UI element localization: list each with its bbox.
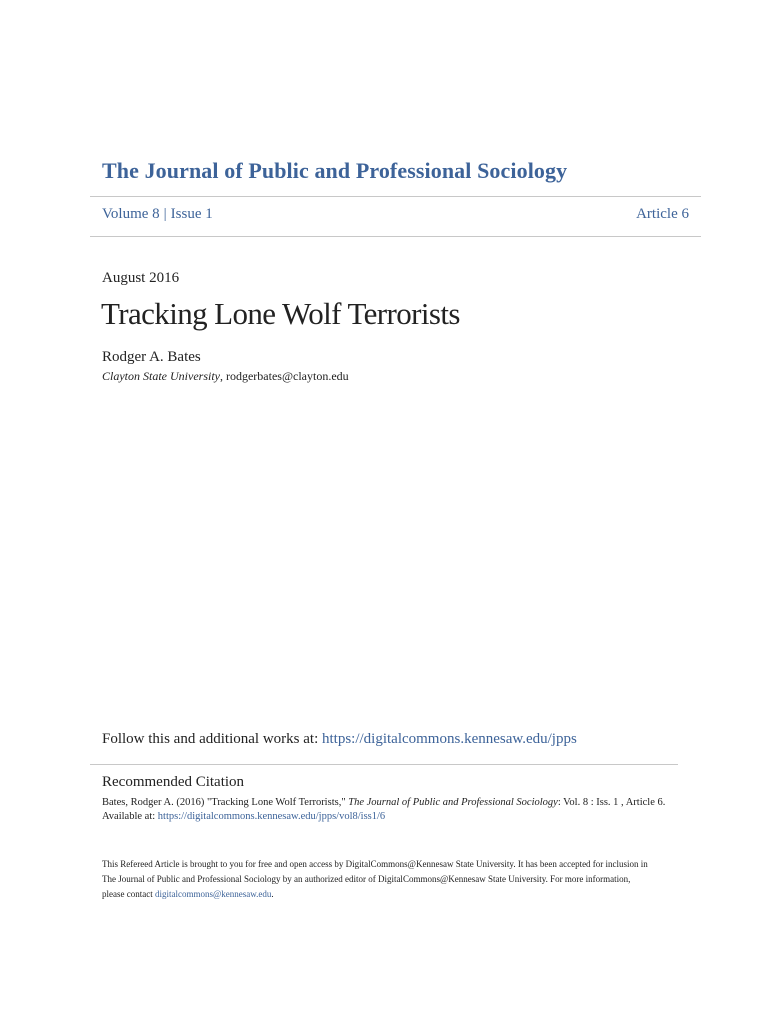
citation-prefix: Bates, Rodger A. (2016) "Tracking Lone Wolf Terrorists,": [102, 797, 349, 808]
volume-link[interactable]: Volume 8: [102, 206, 160, 222]
citation-availability: [102, 810, 665, 824]
follow-line: [102, 731, 577, 748]
citation-line: [102, 796, 665, 810]
access-notice-line-1: This Refereed Article is brought to you for free and open access by DigitalCommons@Kennesaw State University. It has been accepted for inclusion in: [102, 859, 648, 869]
header-divider-bottom: [90, 236, 701, 237]
journal-title[interactable]: The Journal of Public and Professional Sociology: [102, 158, 568, 183]
article-url-link[interactable]: https://digitalcommons.kennesaw.edu/jpps/vol8/iss1/6: [157, 811, 386, 822]
repository-link[interactable]: https://digitalcommons.kennesaw.edu/jpps: [321, 731, 577, 747]
author-institution: Clayton State University: [102, 369, 220, 383]
volume-issue-separator: |: [163, 206, 167, 222]
access-notice-line-2: The Journal of Public and Professional Sociology by an authorized editor of DigitalCommons@Kennesaw State University. For more information,: [102, 874, 631, 884]
recommended-citation-heading: Recommended Citation: [102, 774, 245, 790]
contact-prefix: please contact: [102, 889, 155, 899]
issue-link[interactable]: Issue 1: [170, 206, 213, 222]
author-name: Rodger A. Bates: [102, 349, 201, 365]
citation-journal: The Journal of Public and Professional Sociology: [348, 797, 558, 808]
article-number-link[interactable]: Article 6: [636, 206, 689, 222]
citation-suffix: : Vol. 8 : Iss. 1 , Article 6.: [557, 797, 666, 808]
publication-date: August 2016: [102, 270, 180, 286]
author-affiliation: [102, 369, 349, 384]
citation-block: [102, 796, 665, 824]
author-email: , rodgerbates@clayton.edu: [219, 369, 349, 383]
citation-divider: [90, 764, 678, 765]
volume-issue-group: [102, 206, 213, 223]
follow-text: Follow this and additional works at:: [102, 731, 322, 747]
header-divider-top: [90, 196, 701, 197]
contact-email-link[interactable]: digitalcommons@kennesaw.edu: [154, 889, 272, 899]
article-title: Tracking Lone Wolf Terrorists: [101, 296, 460, 331]
access-notice: [102, 857, 648, 902]
contact-suffix: .: [271, 889, 274, 899]
access-notice-line-3: [102, 887, 648, 902]
available-label: Available at:: [102, 811, 158, 822]
volume-issue-row: [102, 206, 689, 223]
